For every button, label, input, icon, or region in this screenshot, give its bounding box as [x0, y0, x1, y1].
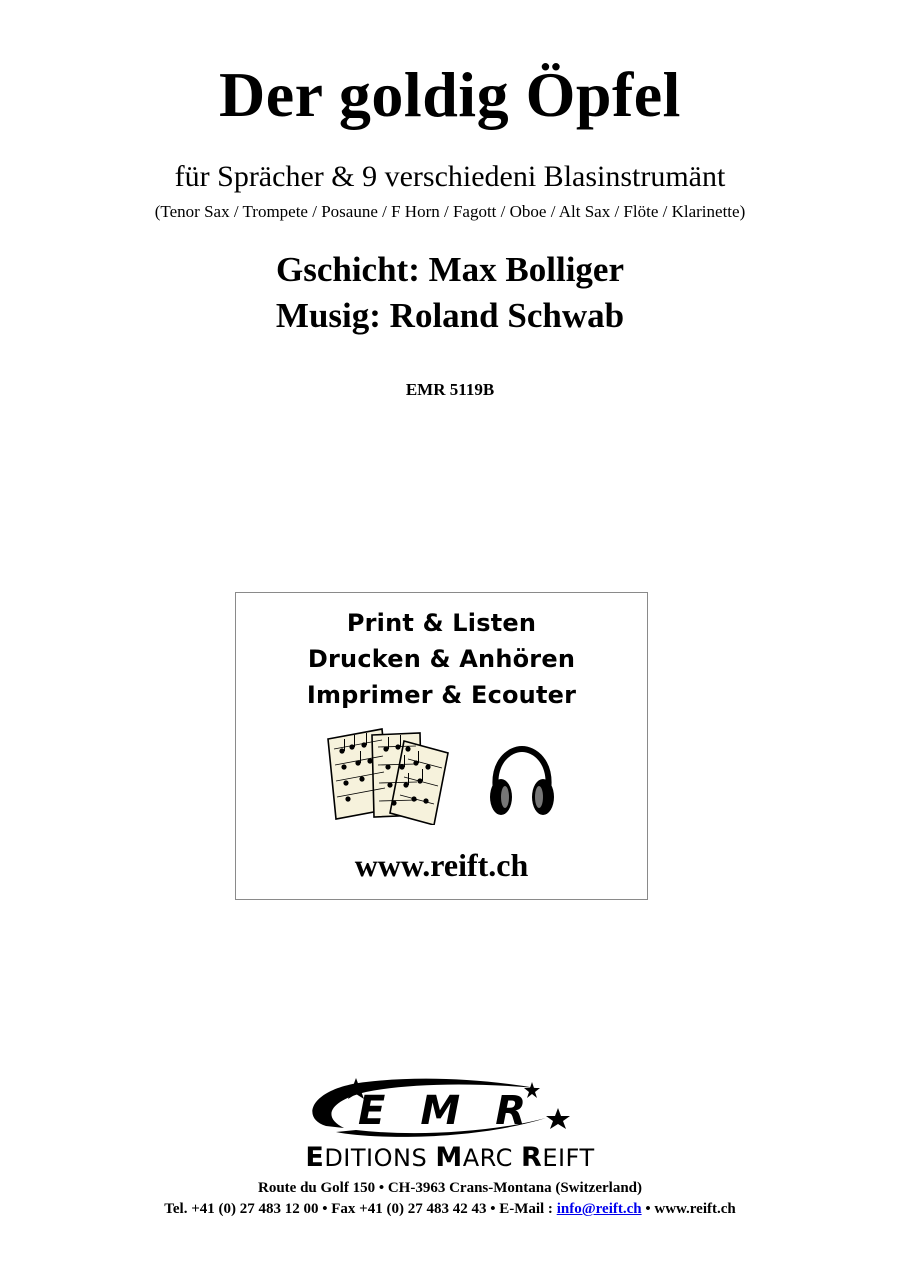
promo-website-link[interactable]: www.reift.ch [354, 847, 529, 883]
catalog-number: EMR 5119B [405, 380, 495, 399]
publisher-contact [0, 1201, 900, 1218]
contact-phone-fax: Tel. +41 (0) 27 483 12 00 • Fax +41 (0) 27 483 42 43 • E-Mail : [164, 1201, 557, 1217]
publisher-name [0, 1142, 900, 1173]
publisher-name-initial-r: R [521, 1142, 543, 1173]
print-listen-box [235, 592, 648, 900]
story-credit: Gschicht: Max Bolliger [275, 250, 624, 289]
publisher-name-initial-m: M [435, 1142, 463, 1173]
contact-website: • www.reift.ch [641, 1201, 736, 1217]
emr-logo-text: EMR [358, 1088, 526, 1134]
promo-line-english: Print & Listen [346, 609, 537, 637]
publisher-name-part: DITIONS [324, 1144, 436, 1172]
publisher-name-part: ARC [462, 1144, 522, 1172]
headphones-icon [486, 743, 558, 819]
promo-line-french: Imprimer & Ecouter [306, 681, 577, 709]
page-title: Der goldig Öpfel [219, 59, 681, 130]
sheet-music-icon [324, 725, 456, 825]
publisher-name-initial-e: E [305, 1142, 325, 1173]
instrument-list: (Tenor Sax / Trompete / Posaune / F Horn / Fagott / Oboe / Alt Sax / Flöte / Klarinette) [154, 202, 746, 221]
email-link[interactable]: info@reift.ch [556, 1201, 642, 1217]
music-credit: Musig: Roland Schwab [275, 296, 625, 335]
promo-line-german: Drucken & Anhören [307, 645, 576, 673]
emr-logo-icon [296, 1074, 586, 1144]
subtitle: für Sprächer & 9 verschiedeni Blasinstrumänt [174, 160, 726, 193]
publisher-name-part: EIFT [542, 1144, 595, 1172]
publisher-address: Route du Golf 150 • CH-3963 Crans-Montana (Switzerland) [258, 1180, 642, 1196]
